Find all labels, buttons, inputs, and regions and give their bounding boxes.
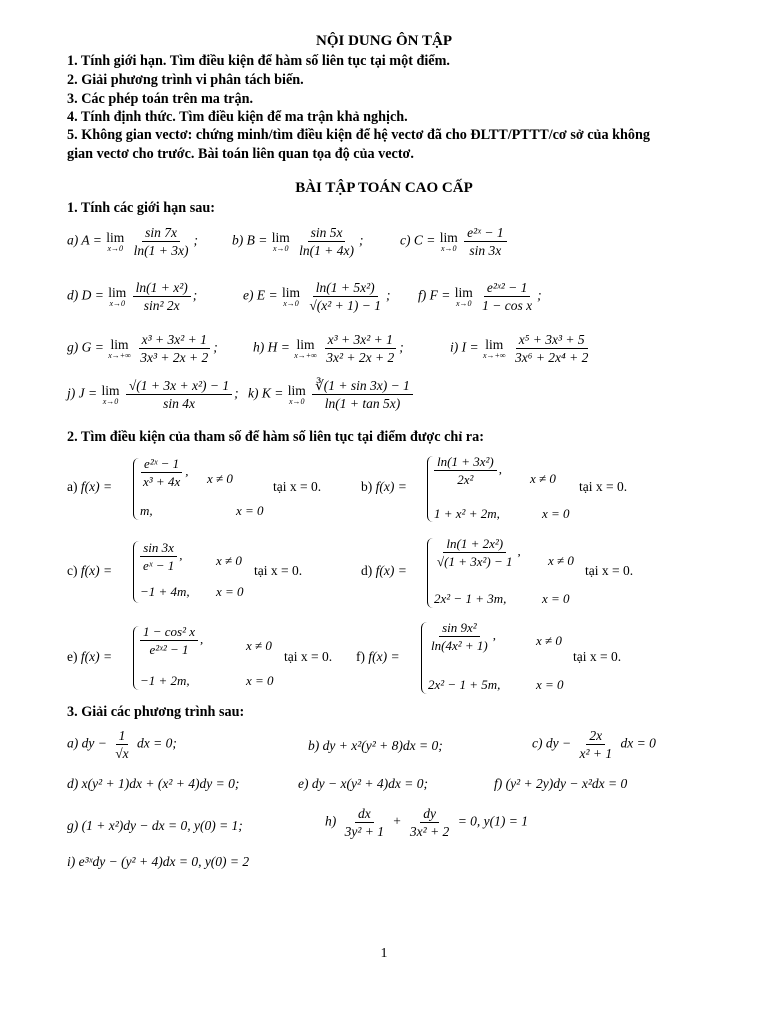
piecewise-f-bottom: 2x² − 1 + 5m, [428, 677, 501, 692]
piecewise-b-label: b) f(x) = [361, 479, 407, 494]
cond-e-eq: x = 0 [246, 673, 274, 688]
piecewise-a-label: a) f(x) = [67, 479, 113, 494]
exercises-title: BÀI TẬP TOÁN CAO CẤP [295, 180, 473, 196]
piecewise-e-bottom: −1 + 2m, [140, 673, 190, 688]
tai-b: tại x = 0. [579, 479, 628, 494]
piecewise-c-top: $\frac{\sin 3x}{\text{eˣ − 1}}$ , [138, 540, 182, 573]
limit-a: a) A = lim x→0 $\frac{\sin 7x}{\ln(1 + 3x)}$ ; [67, 225, 198, 258]
cond-a-eq: x = 0 [236, 503, 264, 518]
section1-heading: 1. Tính các giới hạn sau: [67, 200, 215, 216]
ode-h: h) $\frac{dx}{\text{3y² + 1}}$ + $\frac{dy}{\text{3x² + 2}}$ = 0, y(1) = 1 [325, 806, 529, 839]
ode-i: i) e³ˣdy − (y² + 4)dx = 0, y(0) = 2 [67, 854, 250, 869]
limit-b: b) B = lim x→0 $\frac{\sin 5x}{\ln(1 + 4x)}$ ; [232, 225, 364, 258]
review-item-5-cont: gian vectơ cho trước. Bài toán liên quan tọa độ của vectơ. [67, 146, 414, 162]
piecewise-f-label: f) f(x) = [356, 649, 400, 664]
cond-b-neq: x ≠ 0 [530, 471, 556, 486]
cond-c-eq: x = 0 [216, 584, 244, 599]
review-title: NỘI DUNG ÔN TẬP [316, 33, 452, 49]
review-item-5: 5. Không gian vectơ: chứng minh/tìm điều kiện để hệ vectơ đã cho ĐLTT/PTTT/cơ sở của không [67, 127, 650, 143]
piecewise-a-top: $\frac{\text{e²ˣ − 1}}{\text{x³ + 4x}}$ , [143, 456, 189, 489]
tai-d: tại x = 0. [585, 563, 634, 578]
limit-c: c) C = lim x→0 $\frac{\text{e²ˣ − 1}}{\sin 3x}$ [400, 225, 509, 258]
cond-a-neq: x ≠ 0 [207, 471, 233, 486]
piecewise-d-top: $\frac{\text{ln(1 + 2x²)}}{\text{√(1 + 3x²) − 1}}$ , [437, 536, 521, 569]
ode-b: b) dy + x²(y² + 8)dx = 0; [308, 738, 443, 753]
limit-i: i) I = lim x→+∞ $\frac{\text{x⁵ + 3x³ + 5}}{\text{3x⁶ + 2x⁴ + 2}}$ [450, 332, 589, 365]
page-number: 1 [380, 946, 388, 961]
review-item-4: 4. Tính định thức. Tìm điều kiện để ma trận khả nghịch. [67, 109, 408, 125]
cond-b-eq: x = 0 [542, 506, 570, 521]
limit-d: d) D = lim x→0 $\frac{\text{ln(1 + x²)}}{\text{sin² 2x}}$ ; [67, 280, 198, 313]
tai-a: tại x = 0. [273, 479, 322, 494]
piecewise-e-top: $\frac{\text{1 − cos² x}}{\text{e²ˣ² − 1}}$ , [138, 624, 203, 657]
piecewise-b-top: $\frac{\text{ln(1 + 3x²)}}{\text{2x²}}$ , [432, 454, 502, 487]
limit-g: g) G = lim x→+∞ $\frac{\text{x³ + 3x² + 1}}{\text{3x³ + 2x + 2}}$ ; [67, 332, 218, 365]
cond-e-neq: x ≠ 0 [246, 638, 272, 653]
cond-f-neq: x ≠ 0 [536, 633, 562, 648]
ode-f: f) (y² + 2y)dy − x²dx = 0 [494, 776, 628, 791]
cond-f-eq: x = 0 [536, 677, 564, 692]
review-item-3: 3. Các phép toán trên ma trận. [67, 91, 254, 107]
tai-f: tại x = 0. [573, 649, 622, 664]
ode-e: e) dy − x(y² + 4)dx = 0; [298, 776, 428, 791]
limit-j: j) J = lim x→0 $\frac{\text{√(1 + 3x + x²) − 1}}{\sin 4x}$ ; [67, 378, 239, 411]
piecewise-d-label: d) f(x) = [361, 563, 407, 578]
ode-a: a) dy − $\frac{1}{√x}$ dx = 0; [67, 728, 177, 761]
piecewise-a-bottom: m, [140, 503, 153, 518]
cond-d-neq: x ≠ 0 [548, 553, 574, 568]
ode-g: g) (1 + x²)dy − dx = 0, y(0) = 1; [67, 818, 243, 833]
piecewise-f-top: $\frac{\text{sin 9x²}}{\text{ln(4x² + 1)}}$ , [431, 620, 496, 653]
section2-heading: 2. Tìm điều kiện của tham số để hàm số liên tục tại điểm được chỉ ra: [67, 429, 484, 445]
limit-k: k) K = lim x→0 $\frac{∛(1 + \sin 3x) - 1}{\ln(1 + \tan 5x)}$ [248, 378, 415, 411]
tai-c: tại x = 0. [254, 563, 303, 578]
limit-h: h) H = lim x→+∞ $\frac{\text{x³ + 3x² + 1}}{\text{3x² + 2x + 2}}$ ; [253, 332, 404, 365]
piecewise-e-label: e) f(x) = [67, 649, 113, 664]
cond-d-eq: x = 0 [542, 591, 570, 606]
ode-d: d) x(y² + 1)dx + (x² + 4)dy = 0; [67, 776, 240, 791]
cond-c-neq: x ≠ 0 [216, 553, 242, 568]
review-item-1: 1. Tính giới hạn. Tìm điều kiện để hàm số liên tục tại một điểm. [67, 53, 450, 69]
ode-c: c) dy − $\frac{2x}{\text{x² + 1}}$ dx = 0 [532, 728, 656, 761]
piecewise-d-bottom: 2x² − 1 + 3m, [434, 591, 507, 606]
limit-f: f) F = lim x→0 $\frac{\text{e²ˣ² − 1}}{\text{1 − cos x}}$ ; [418, 280, 542, 313]
piecewise-b-bottom: 1 + x² + 2m, [434, 506, 500, 521]
review-item-2: 2. Giải phương trình vi phân tách biến. [67, 72, 304, 88]
piecewise-c-label: c) f(x) = [67, 563, 113, 578]
piecewise-c-bottom: −1 + 4m, [140, 584, 190, 599]
tai-e: tại x = 0. [284, 649, 333, 664]
section3-heading: 3. Giải các phương trình sau: [67, 704, 245, 720]
limit-e: e) E = lim x→0 $\frac{\text{ln(1 + 5x²)}}{\text{√(x² + 1) − 1}}$ ; [243, 280, 391, 313]
